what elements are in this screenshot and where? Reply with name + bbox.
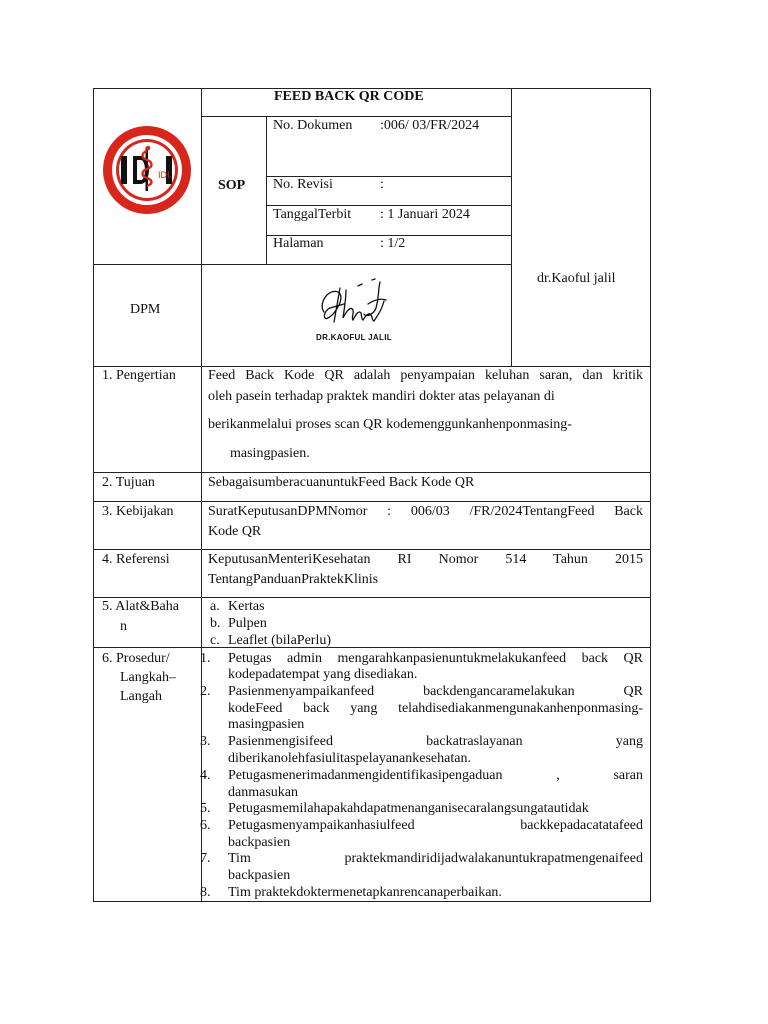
revision-value: :: [380, 177, 384, 192]
tujuan-text: SebagaisumberacuanuntukFeed Back Kode QR: [208, 475, 475, 490]
step-text-cont: masingpasien: [228, 717, 305, 732]
step-text-cont: kodeFeed back yang telahdisediakanmengunakanhenponmasing-: [228, 701, 643, 716]
step-text-cont: backpasien: [228, 835, 291, 850]
step-number: 8.: [200, 885, 211, 900]
document-title: FEED BACK QR CODE: [274, 89, 424, 104]
step-text-cont: backpasien: [228, 868, 291, 883]
pengertian-line-4: masingpasien.: [230, 446, 310, 461]
sop-column-divider: [266, 116, 267, 264]
alat-item: Kertas: [228, 599, 265, 614]
step-number: 7.: [200, 851, 211, 866]
pengertian-line-3: berikanmelalui proses scan QR kodemenggunkanhenponmasing-: [208, 417, 572, 432]
row-divider-prosedur: [93, 647, 651, 648]
page-value: : 1/2: [380, 236, 406, 251]
alat-item-marker: c.: [210, 633, 220, 648]
sop-label: SOP: [218, 178, 246, 193]
signature-name: DR.KAOFUL JALIL: [316, 333, 392, 342]
table-border-bottom: [93, 901, 651, 902]
alat-item-marker: b.: [210, 616, 221, 631]
step-text: Pasienmenyampaikanfeed backdengancaramelakukan QR: [228, 684, 643, 699]
referensi-line-2: TentangPanduanPraktekKlinis: [208, 572, 379, 587]
step-text: Tim praktekdoktermenetapkanrencanaperbaikan.: [228, 885, 502, 900]
pengertian-label: 1. Pengertian: [102, 368, 176, 383]
alat-item-marker: a.: [210, 599, 220, 614]
prosedur-label-cont: Langkah–: [120, 670, 176, 685]
step-text: Petugasmenerimadanmengidentifikasipengaduan , saran: [228, 768, 643, 783]
step-text: Petugasmenyampaikanhasiulfeed backkepadacatatafeed: [228, 818, 643, 833]
alat-bahan-label-cont: n: [120, 619, 127, 634]
page-label: Halaman: [273, 236, 324, 251]
step-text: Petugasmemilahapakahdapatmenanganisecaralangsungatautidak: [228, 801, 589, 816]
step-number: 1.: [200, 651, 211, 666]
issued-date-value: : 1 Januari 2024: [380, 207, 470, 222]
pengertian-line-2: oleh pasein terhadap praktek mandiri dokter atas pelayanan di: [208, 389, 555, 404]
step-number: 4.: [200, 768, 211, 783]
referensi-label: 4. Referensi: [102, 552, 170, 567]
row-divider-dpm: [93, 264, 512, 265]
kebijakan-line-1: SuratKeputusanDPMNomor : 006/03 /FR/2024TentangFeed Back: [208, 504, 643, 519]
kebijakan-label: 3. Kebijakan: [102, 504, 174, 519]
table-border-left: [93, 88, 94, 902]
alat-item: Leaflet (bilaPerlu): [228, 633, 332, 648]
doc-number-value: :006/ 03/FR/2024: [380, 118, 480, 133]
column-divider-right: [511, 88, 512, 367]
step-text: Pasienmengisifeed backatraslayanan yang: [228, 734, 643, 749]
alat-bahan-label: 5. Alat&Baha: [102, 599, 179, 614]
row-divider-referensi: [93, 549, 651, 550]
step-text-cont: diberikanolehfasiulitaspelayanankesehatan.: [228, 751, 471, 766]
prosedur-label-cont: Langah: [120, 689, 162, 704]
doctor-name: dr.Kaoful jalil: [537, 271, 616, 286]
revision-label: No. Revisi: [273, 177, 333, 192]
step-text-cont: danmasukan: [228, 785, 298, 800]
alat-item: Pulpen: [228, 616, 267, 631]
step-text: Tim praktekmandiridijadwalakanuntukrapatmengenaifeed: [228, 851, 643, 866]
row-divider-kebijakan: [93, 501, 651, 502]
step-text-cont: kodepadatempat yang disediakan.: [228, 667, 418, 682]
step-number: 2.: [200, 684, 211, 699]
doc-number-label: No. Dokumen: [273, 118, 353, 133]
step-text: Petugas admin mengarahkanpasienuntukmelakukanfeed back QR: [228, 651, 643, 666]
step-number: 6.: [200, 818, 211, 833]
dpm-label: DPM: [130, 302, 161, 317]
kebijakan-line-2: Kode QR: [208, 524, 262, 539]
row-divider-tujuan: [93, 472, 651, 473]
issued-date-label: TanggalTerbit: [273, 207, 352, 222]
referensi-line-1: KeputusanMenteriKesehatan RI Nomor 514 Tahun 2015: [208, 552, 643, 567]
step-number: 3.: [200, 734, 211, 749]
tujuan-label: 2. Tujuan: [102, 475, 155, 490]
prosedur-label: 6. Prosedur/: [102, 651, 170, 666]
step-number: 5.: [200, 801, 211, 816]
logo-lettering: IDI: [158, 170, 170, 180]
table-border-right: [650, 88, 651, 902]
pengertian-line-1: Feed Back Kode QR adalah penyampaian keluhan saran, dan kritik: [208, 368, 643, 383]
idi-logo: [100, 123, 194, 217]
